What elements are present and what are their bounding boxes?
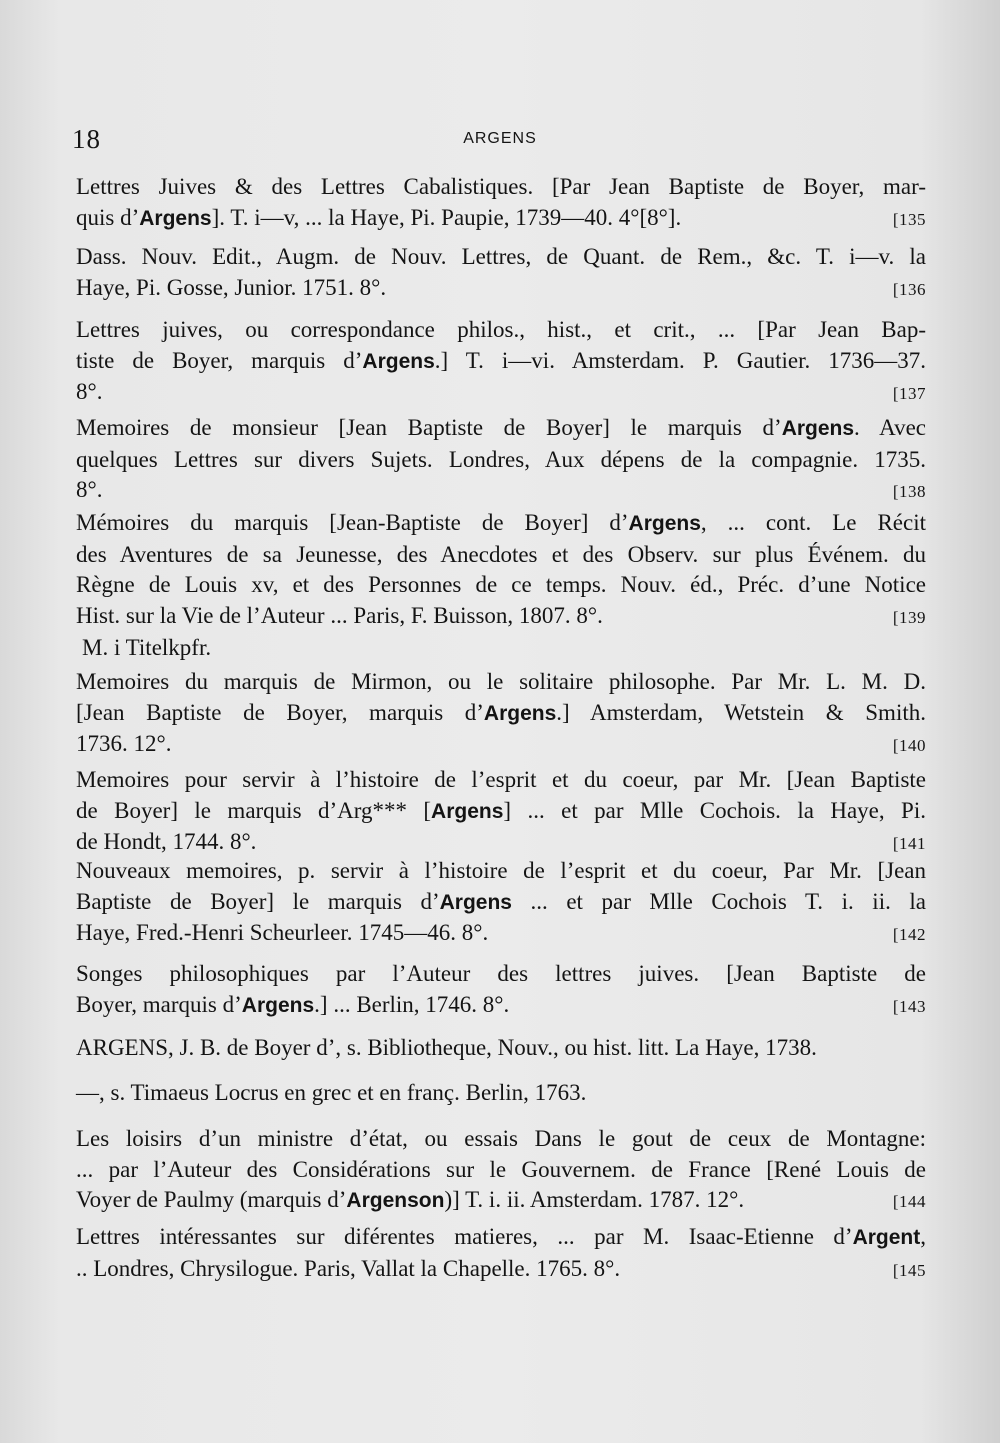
entry-line: M. i Titelkpfr.	[82, 635, 212, 660]
entry-line: Haye, Pi. Gosse, Junior. 1751. 8°.	[76, 274, 387, 300]
cross-reference-entry	[76, 1078, 926, 1109]
entry-line: Memoires de monsieur [Jean Baptiste de Boyer] le marquis d’Argens. Avec	[76, 415, 926, 440]
author-name: Argens	[241, 993, 315, 1017]
author-name: Argens	[781, 417, 855, 440]
entry-line: de Boyer] le marquis d’Arg*** [Argens] ... et par Mlle Cochois. la Haye, Pi.	[76, 797, 926, 823]
running-head: ARGENS	[463, 130, 537, 147]
bibliography-entry-136	[76, 242, 926, 305]
entry-line: Haye, Fred.-Henri Scheurleer. 1745—46. 8°.	[76, 920, 489, 945]
entry-number: [138	[892, 482, 926, 501]
page-number: 18	[72, 124, 101, 154]
entry-line: Mémoires du marquis [Jean-Baptiste de Boyer] d’Argens, ... cont. Le Récit	[76, 510, 926, 535]
author-name: Argens	[483, 701, 557, 725]
bibliography-entry-143	[76, 959, 926, 1022]
entry-line: —, s. Timaeus Locrus en grec et en franç. Berlin, 1763.	[76, 1080, 587, 1105]
entry-line: Baptiste de Boyer] le marquis d’Argens ... et par Mlle Cochois T. i. ii. la	[76, 888, 926, 914]
entry-line: Dass. Nouv. Edit., Augm. de Nouv. Lettres, de Quant. de Rem., &c. T. i—v. la	[76, 244, 926, 269]
entry-line: Boyer, marquis d’Argens.] ... Berlin, 1746. 8°.	[76, 991, 510, 1017]
entry-line: quis d’Argens]. T. i—v, ... la Haye, Pi. Paupie, 1739—40. 4°[8°].	[76, 204, 682, 230]
entry-line: Songes philosophiques par l’Auteur des lettres juives. [Jean Baptiste de	[76, 961, 926, 986]
entry-line: des Aventures de sa Jeunesse, des Anecdotes et des Observ. sur plus Événem. du	[76, 541, 926, 567]
entry-number: [135	[892, 209, 926, 229]
entry-line: Les loisirs d’un ministre d’état, ou essais Dans le gout de ceux de Montagne:	[76, 1126, 926, 1151]
bibliography-entry-144	[76, 1124, 926, 1218]
entry-line: tiste de Boyer, marquis d’Argens.] T. i—vi. Amsterdam. P. Gautier. 1736—37.	[76, 347, 926, 373]
bibliography-entry-141	[76, 765, 926, 860]
author-name: Argens	[628, 512, 701, 535]
author-name: Argens	[362, 349, 435, 373]
entry-line: Memoires pour servir à l’histoire de l’esprit et du coeur, par Mr. [Jean Baptiste	[76, 767, 926, 792]
cross-reference-entry	[76, 1033, 926, 1064]
entry-line: 1736. 12°.	[76, 731, 172, 756]
entry-line: 8°.	[76, 477, 103, 502]
entry-number: [141	[892, 834, 926, 853]
entry-line: Lettres intéressantes sur diférentes matieres, ... par M. Isaac-Etienne d’Argent,	[76, 1224, 926, 1249]
entry-number: [145	[892, 1260, 926, 1280]
entry-number: [136	[892, 279, 926, 299]
entry-line: Voyer de Paulmy (marquis d’Argenson)] T. i. ii. Amsterdam. 1787. 12°.	[76, 1187, 745, 1212]
entry-line: Lettres Juives & des Lettres Cabalistiques. [Par Jean Baptiste de Boyer, mar-	[76, 174, 926, 199]
author-name: Argens	[431, 799, 504, 823]
entry-line: ARGENS, J. B. de Boyer d’, s. Bibliotheque, Nouv., ou hist. litt. La Haye, 1738.	[76, 1035, 817, 1060]
entry-line: [Jean Baptiste de Boyer, marquis d’Argens.] Amsterdam, Wetstein & Smith.	[76, 699, 926, 725]
bibliography-entry-138	[76, 413, 926, 508]
entry-line: Règne de Louis xv, et des Personnes de ce temps. Nouv. éd., Préc. d’une Notice	[76, 572, 926, 597]
author-name: Argenson	[346, 1189, 445, 1212]
author-name: Argens	[439, 890, 512, 914]
entry-number: [144	[892, 1192, 926, 1211]
entry-number: [143	[892, 996, 926, 1016]
entry-line: Nouveaux memoires, p. servir à l’histoire de l’esprit et du coeur, Par Mr. [Jean	[76, 858, 926, 883]
bibliography-entry-142	[76, 856, 926, 951]
bibliography-entry-140	[76, 667, 926, 762]
bibliography-entry-139	[76, 508, 926, 664]
entry-line: quelques Lettres sur divers Sujets. Londres, Aux dépens de la compagnie. 1735.	[76, 446, 926, 472]
entry-number: [140	[892, 736, 926, 755]
author-name: Argens	[139, 206, 212, 230]
entry-line: ... par l’Auteur des Considérations sur le Gouvernem. de France [René Louis de	[76, 1156, 926, 1182]
entry-line: .. Londres, Chrysilogue. Paris, Vallat la Chapelle. 1765. 8°.	[76, 1255, 621, 1281]
entry-line: Lettres juives, ou correspondance philos., hist., et crit., ... [Par Jean Bap-	[76, 317, 926, 342]
entry-line: Memoires du marquis de Mirmon, ou le solitaire philosophe. Par Mr. L. M. D.	[76, 669, 926, 694]
entry-line: Hist. sur la Vie de l’Auteur ... Paris, F. Buisson, 1807. 8°.	[76, 602, 603, 628]
entry-number: [142	[892, 925, 926, 944]
entry-line: de Hondt, 1744. 8°.	[76, 829, 257, 854]
entry-number: [139	[892, 607, 926, 627]
author-name: Argent	[852, 1226, 921, 1249]
bibliography-entry-137	[76, 315, 926, 410]
entry-number: [137	[892, 384, 926, 403]
bibliography-entry-145	[76, 1222, 926, 1286]
entry-line: 8°.	[76, 379, 103, 404]
bibliography-entry-135	[76, 172, 926, 235]
